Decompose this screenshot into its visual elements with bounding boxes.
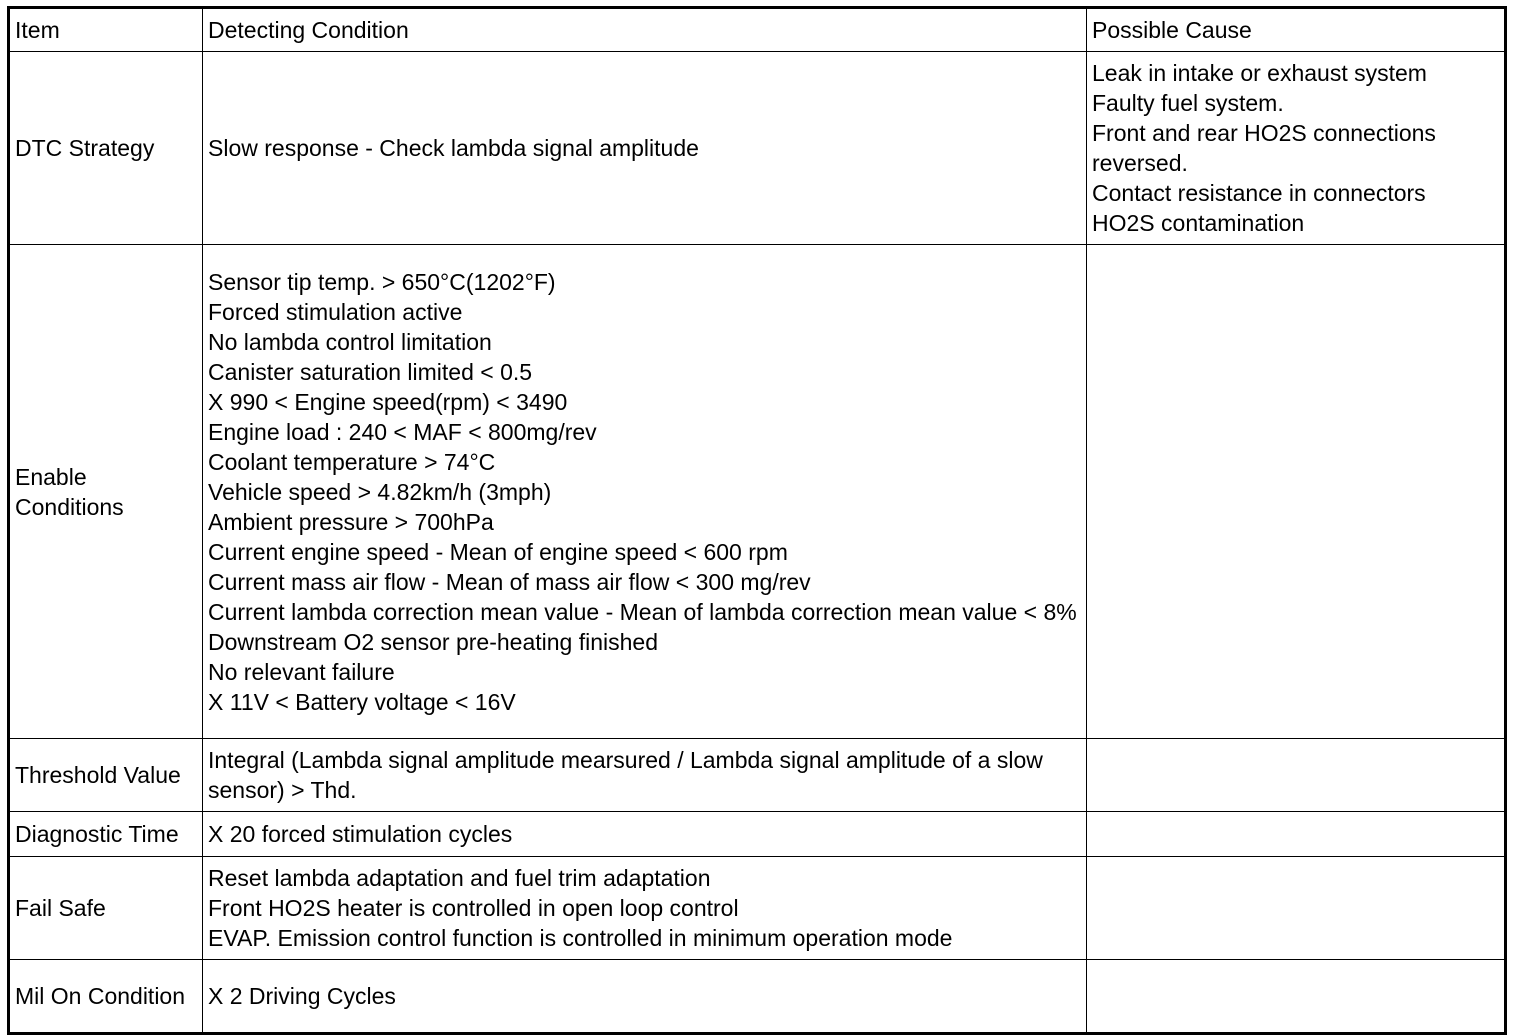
table-row-enable-conditions xyxy=(9,245,1506,739)
condition-line: Front HO2S heater is controlled in open loop control xyxy=(208,895,739,921)
condition-line: EVAP. Emission control function is controlled in minimum operation mode xyxy=(208,925,953,951)
condition-line: X 20 forced stimulation cycles xyxy=(208,821,513,847)
table-header-row xyxy=(9,8,1506,52)
condition-line: Current lambda correction mean value - Mean of lambda correction mean value < 8% xyxy=(208,598,1077,625)
condition-line: Slow response - Check lambda signal amplitude xyxy=(208,135,699,161)
header-item: Item xyxy=(9,8,203,52)
header-possible-cause: Possible Cause xyxy=(1087,8,1506,52)
condition-line: X 11V < Battery voltage < 16V xyxy=(208,688,516,715)
condition-line: Integral (Lambda signal amplitude mearsured / Lambda signal amplitude of a slow sensor) > Thd. xyxy=(208,747,1043,803)
condition-cell xyxy=(203,52,1087,245)
condition-line: Ambient pressure > 700hPa xyxy=(208,508,494,535)
condition-line: Current engine speed - Mean of engine speed < 600 rpm xyxy=(208,538,788,565)
table-row-mil-on-condition xyxy=(9,960,1506,1034)
item-cell: Threshold Value xyxy=(9,739,203,812)
cause-line: HO2S contamination xyxy=(1092,210,1305,236)
item-cell: DTC Strategy xyxy=(9,52,203,245)
item-cell: Diagnostic Time xyxy=(9,812,203,857)
condition-line: X 2 Driving Cycles xyxy=(208,983,396,1009)
cause-cell xyxy=(1087,812,1506,857)
condition-line: Engine load : 240 < MAF < 800mg/rev xyxy=(208,418,597,445)
item-cell: Mil On Condition xyxy=(9,960,203,1034)
diagnostic-spec-table xyxy=(7,6,1507,1035)
condition-line: Coolant temperature > 74°C xyxy=(208,448,496,475)
condition-line: Forced stimulation active xyxy=(208,298,463,325)
condition-line: Canister saturation limited < 0.5 xyxy=(208,358,533,385)
table-row-dtc-strategy xyxy=(9,52,1506,245)
item-cell: Enable Conditions xyxy=(9,245,203,739)
table-row-diagnostic-time xyxy=(9,812,1506,857)
condition-line: No relevant failure xyxy=(208,658,395,685)
condition-cell xyxy=(203,245,1087,739)
cause-line: Leak in intake or exhaust system xyxy=(1092,60,1427,86)
condition-line: Reset lambda adaptation and fuel trim adaptation xyxy=(208,865,711,891)
condition-cell xyxy=(203,739,1087,812)
condition-line: No lambda control limitation xyxy=(208,328,492,355)
condition-cell xyxy=(203,857,1087,960)
cause-line: Front and rear HO2S connections reversed. xyxy=(1092,120,1436,176)
item-cell: Fail Safe xyxy=(9,857,203,960)
cause-cell xyxy=(1087,245,1506,739)
condition-line: Sensor tip temp. > 650°C(1202°F) xyxy=(208,268,556,295)
cause-line: Faulty fuel system. xyxy=(1092,90,1284,116)
table-row-threshold-value xyxy=(9,739,1506,812)
condition-line: Downstream O2 sensor pre-heating finished xyxy=(208,628,659,655)
cause-cell xyxy=(1087,739,1506,812)
cause-line: Contact resistance in connectors xyxy=(1092,180,1426,206)
table-row-fail-safe xyxy=(9,857,1506,960)
condition-cell xyxy=(203,812,1087,857)
cause-cell xyxy=(1087,52,1506,245)
condition-line: Vehicle speed > 4.82km/h (3mph) xyxy=(208,478,552,505)
condition-cell xyxy=(203,960,1087,1034)
cause-cell xyxy=(1087,960,1506,1034)
header-detecting-condition: Detecting Condition xyxy=(203,8,1087,52)
condition-line: X 990 < Engine speed(rpm) < 3490 xyxy=(208,388,568,415)
condition-line: Current mass air flow - Mean of mass air flow < 300 mg/rev xyxy=(208,568,811,595)
cause-cell xyxy=(1087,857,1506,960)
